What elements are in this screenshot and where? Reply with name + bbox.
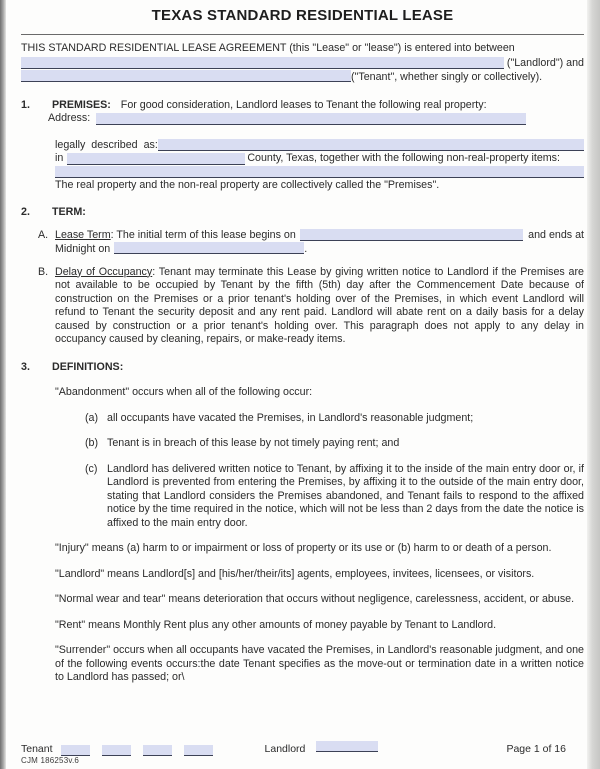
tenant-suffix: ("Tenant", whether singly or collectively). [351, 71, 543, 83]
lease-term-title: Lease Term [55, 228, 111, 241]
address-row [48, 112, 584, 126]
section-premises [21, 99, 584, 193]
tenant-initial-field[interactable] [102, 745, 131, 756]
item-a-label: (a) [85, 411, 99, 424]
item-c-label: (c) [85, 462, 98, 475]
premises-lead: For good consideration, Landlord leases to Tenant the following real property: [120, 98, 487, 111]
definitions-number: 3. [21, 360, 30, 373]
address-field[interactable] [96, 113, 526, 125]
item-b-label: (b) [85, 437, 99, 449]
term-delay-item [38, 266, 584, 347]
term-a-label: A. [38, 228, 49, 241]
county-text: County, Texas, together with the following non-real-property items: [247, 152, 560, 164]
definition-surrender: "Surrender" occurs when all occupants have vacated the Premises, in Landlord's reasonable judgment, and one of the following events occurs:the date Tenant specifies as the move-out or termination date in a written notice to Landlord has passed; or\ [55, 644, 584, 683]
lease-term-period: . [304, 243, 308, 255]
abandonment-lead: "Abandonment" occurs when all of the following occur: [55, 386, 313, 398]
non-real-property-field[interactable] [55, 166, 584, 178]
section-term [21, 206, 584, 347]
lease-term-line-1 [55, 229, 584, 243]
scan-edge-left [0, 0, 6, 769]
landlord-initials-label: Landlord [264, 742, 306, 755]
definition-item-a [85, 412, 584, 426]
premises-number: 1. [21, 98, 30, 111]
legal-description-block [55, 139, 584, 193]
premises-heading: PREMISES: [52, 98, 111, 111]
page-footer [21, 741, 584, 757]
term-number: 2. [21, 206, 30, 218]
lease-term-text: : The initial term of this lease begins on [110, 228, 296, 241]
county-row [55, 152, 584, 166]
definition-normal-wear: "Normal wear and tear" means deterioration that occurs without negligence, carelessness, accident, or abuse. [55, 593, 575, 605]
page-number: Page 1 of 16 [506, 742, 566, 755]
term-lease-term-item [38, 229, 584, 257]
section-definitions [21, 361, 584, 685]
definitions-heading: DEFINITIONS: [52, 360, 124, 373]
definition-item-b [85, 437, 584, 451]
item-a-text: all occupants have vacated the Premises, in Landlord's reasonable judgment; [107, 411, 474, 424]
definition-item-c [85, 463, 584, 531]
tenant-initials-label: Tenant [21, 742, 53, 755]
lease-begin-date-field[interactable] [300, 229, 523, 241]
legal-description-row [55, 139, 584, 153]
term-heading-row [21, 206, 584, 220]
legal-description-label: legally described as: [55, 138, 158, 151]
in-label: in [55, 152, 64, 164]
tenant-initial-field[interactable] [184, 745, 213, 756]
term-b-label: B. [38, 265, 49, 278]
intro-line-2 [21, 57, 584, 71]
item-c-text: Landlord has delivered written notice to Tenant, by affixing it to the inside of the main entry door or, if Landlord is prevented from entering the Premises, by affixing it to the outside of the main entry door, stating that Landlord considers the Premises abandoned, and Tenant fails to respond to the affixed notice by the time required in the notice, which will not be less than 2 days from the date the notice is affixed to the main entry door. [107, 462, 584, 529]
tenant-initial-field[interactable] [143, 745, 172, 756]
item-b-text: Tenant is in breach of this lease by not timely paying rent; and [107, 437, 400, 449]
landlord-suffix: ("Landlord") and [506, 56, 584, 69]
term-heading: TERM: [52, 206, 86, 218]
legal-description-field[interactable] [158, 139, 584, 151]
tenant-name-field[interactable] [21, 70, 351, 82]
lease-end-date-field[interactable] [114, 242, 304, 254]
premises-heading-row [21, 99, 584, 113]
landlord-initial-field[interactable] [316, 741, 378, 752]
lease-term-line-2 [55, 242, 584, 257]
intro-line-3 [21, 70, 584, 85]
landlord-name-field[interactable] [21, 57, 504, 69]
non-real-property-row [55, 166, 584, 179]
delay-occupancy-text: : Tenant may terminate this Lease by giving written notice to Landlord if the Premises are not available to be occupied by Tenant by the fifth (5th) day after the Commencement Date because of construction on the Premises or a prior tenant's holding over of the Premises, in which event Landlord will refund to Tenant the security deposit and any rent paid. Landlord will abate rent on a daily basis for a delay caused by construction or a prior tenant's holding over. This paragraph does not apply to any delay in occupancy caused by cleaning, repairs, or make-ready items. [55, 265, 584, 345]
intro-line-1: THIS STANDARD RESIDENTIAL LEASE AGREEMENT (this "Lease" or "lease") is entered into between [21, 42, 515, 54]
intro-paragraph [21, 42, 584, 85]
address-label: Address: [48, 112, 91, 124]
definitions-heading-row [21, 361, 584, 375]
definition-landlord: "Landlord" means Landlord[s] and [his/her/their/its] agents, employees, invitees, licensees, or visitors. [55, 567, 535, 580]
landlord-initials-group [265, 741, 379, 757]
delay-occupancy-title: Delay of Occupancy [55, 265, 153, 278]
scan-edge-right [587, 0, 600, 769]
page-title: TEXAS STANDARD RESIDENTIAL LEASE [151, 7, 454, 24]
title-rule [21, 34, 584, 35]
doc-ref: CJM 186253v.6 [21, 755, 80, 765]
definition-injury: "Injury" means (a) harm to or impairment or loss of property or its use or (b) harm to or death of a person. [55, 542, 552, 554]
lease-term-mid: and ends at [528, 228, 584, 241]
definition-rent: "Rent" means Monthly Rent plus any other amounts of money payable by Tenant to Landlord. [55, 618, 497, 631]
midnight-label: Midnight on [55, 243, 111, 255]
county-field[interactable] [67, 153, 245, 165]
premises-note: The real property and the non-real property are collectively called the "Premises". [55, 178, 440, 191]
